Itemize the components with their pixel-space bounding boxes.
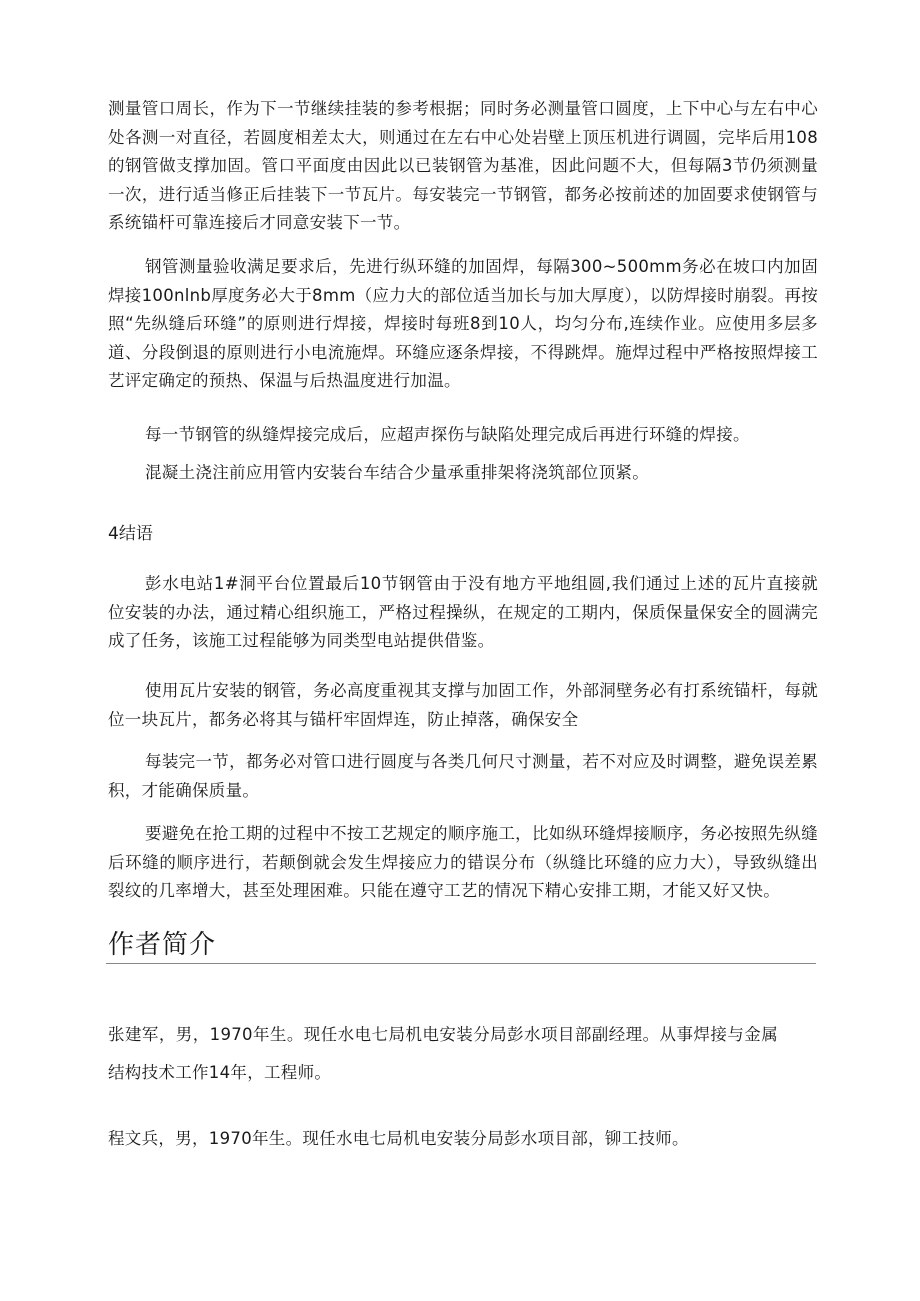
title-underline [106, 963, 816, 964]
paragraph-concrete: 混凝土浇注前应用管内安装台车结合少量承重排架将浇筑部位顶紧。 [145, 463, 649, 482]
paragraph-measurement: 测量管口周长，作为下一节继续挂装的参考根据；同时务必测量管口圆度，上下中心与左右中心处各测一对直径，若圆度相差太大，则通过在左右中心处岩壁上顶压机进行调圆，完毕后用108的钢管做支撑加固。管口平面度由因此以已装钢管为基准，因此问题不大，但每隔3节仍须测量一次，进行适当修正后挂装下一节瓦片。每安装完一节钢管，都务必按前述的加固要求使钢管与系统锚杆可靠连接后才同意安装下一节。 [108, 99, 818, 232]
paragraph-welding: 钢管测量验收满足要求后，先进行纵环缝的加固焊，每隔300~500mm务必在坡口内加固焊接100nlnb厚度务必大于8mm（应力大的部位适当加长与加大厚度），以防焊接时崩裂。再按照“先纵缝后环缝”的原则进行焊接，焊接时每班8到10人，均匀分布,连续作业。应使用多层多道、分段倒退的原则进行小电流施焊。环缝应逐条焊接，不得跳焊。施焊过程中严格按照焊接工艺评定确定的预热、保温与后热温度进行加温。 [108, 257, 818, 390]
paragraph-ultrasonic: 每一节钢管的纵缝焊接完成后，应超声探伤与缺陷处理完成后再进行环缝的焊接。 [145, 425, 750, 444]
conclusion-paragraph-4: 要避免在抢工期的过程中不按工艺规定的顺序施工，比如纵环缝焊接顺序，务必按照先纵缝后环缝的顺序进行，若颠倒就会发生焊接应力的错误分布（纵缝比环缝的应力大），导致纵缝出裂纹的几率增大，甚至处理困难。只能在遵守工艺的情况下精心安排工期，才能又好又快。 [108, 824, 818, 900]
author-entry-1: 张建军，男，1970年生。现任水电七局机电安装分局彭水项目部副经理。从事焊接与金属结构技术工作14年，工程师。 [108, 1025, 778, 1082]
author-section-title: 作者简介 [108, 930, 217, 960]
conclusion-paragraph-2: 使用瓦片安装的钢管，务必高度重视其支撑与加固工作，外部洞壁务必有打系统锚杆，每就位一块瓦片，都务必将其与锚杆牢固焊连，防止掉落，确保安全 [108, 681, 818, 729]
author-entry-2: 程文兵，男，1970年生。现任水电七局机电安装分局彭水项目部，铆工技师。 [108, 1129, 689, 1148]
conclusion-paragraph-3: 每装完一节，都务必对管口进行圆度与各类几何尺寸测量，若不对应及时调整，避免误差累积，才能确保质量。 [108, 752, 818, 800]
section-heading-conclusion: 4结语 [108, 524, 153, 544]
conclusion-paragraph-1: 彭水电站1#洞平台位置最后10节钢管由于没有地方平地组圆,我们通过上述的瓦片直接就位安装的办法，通过精心组织施工，严格过程操纵，在规定的工期内，保质保量保安全的圆满完成了任务，该施工过程能够为同类型电站提供借鉴。 [108, 574, 818, 650]
